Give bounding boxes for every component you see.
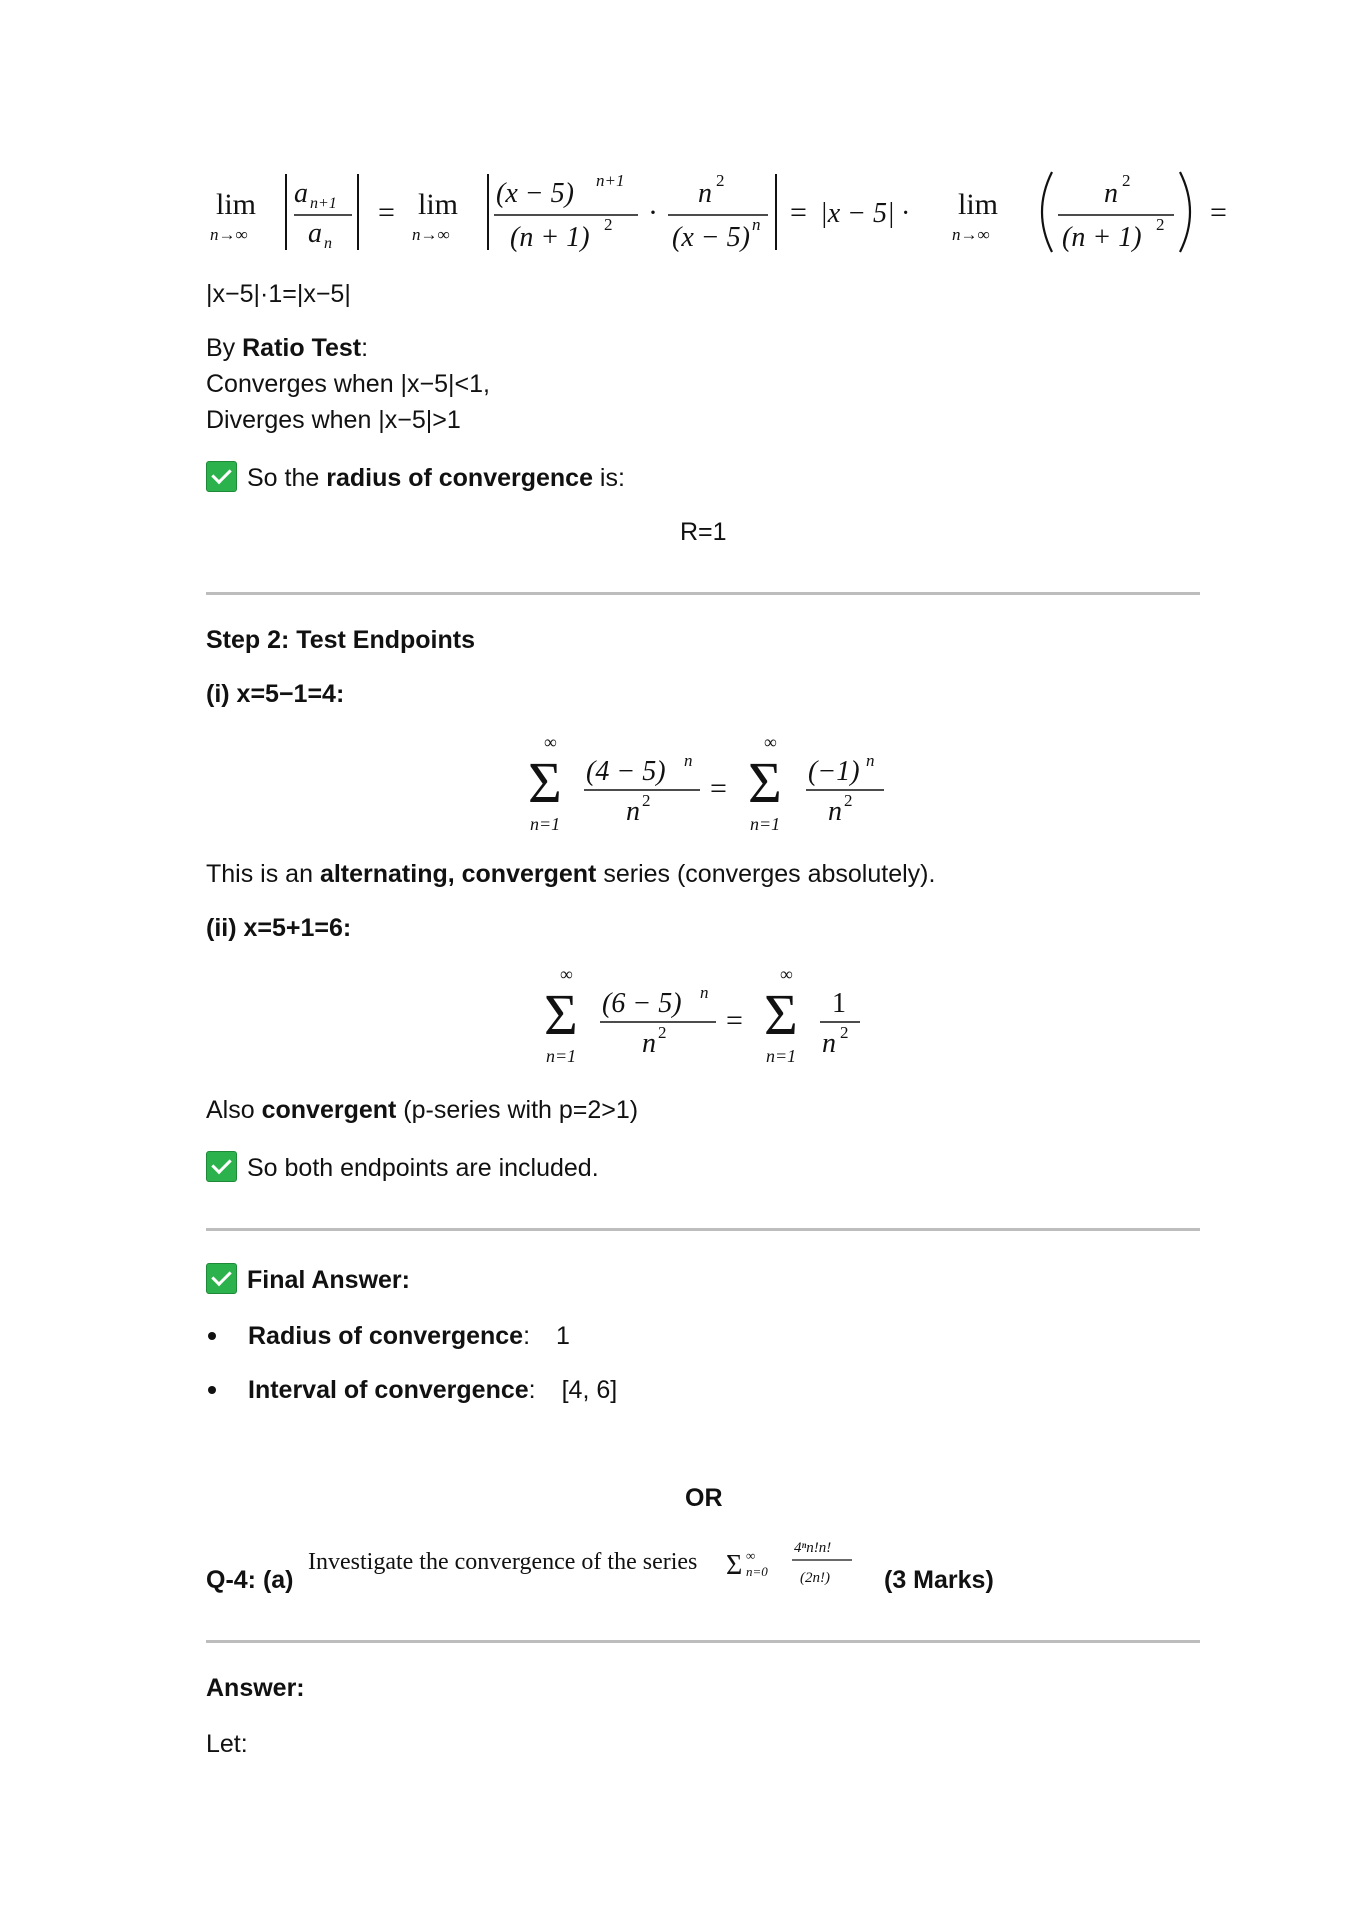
ratio-limit-equation (206, 162, 1246, 262)
svg-text:(−1): (−1) (808, 756, 860, 787)
endpoint-sum-2 (536, 962, 876, 1070)
question-marks: (3 Marks) (884, 1566, 994, 1594)
svg-text:n: n (642, 1028, 656, 1059)
svg-text:Σ: Σ (748, 750, 782, 815)
svg-text:∞: ∞ (560, 964, 573, 984)
svg-text:=: = (378, 196, 395, 229)
svg-text:n: n (626, 796, 640, 827)
converges-condition: Converges when |x−5|<1, (206, 370, 490, 398)
answer-label: Answer: (206, 1674, 305, 1702)
svg-text:n: n (698, 178, 712, 209)
or-separator: OR (685, 1484, 723, 1512)
svg-text:=: = (726, 1004, 743, 1037)
svg-text:lim: lim (958, 188, 999, 221)
svg-text:2: 2 (844, 791, 853, 810)
check-mark-icon (206, 461, 237, 492)
limit-result: |x−5|·1=|x−5| (206, 280, 351, 308)
svg-text:∞: ∞ (780, 964, 793, 984)
svg-text:lim: lim (418, 188, 459, 221)
final-interval: Interval of convergence: [4, 6] (248, 1376, 618, 1404)
svg-text:=: = (1210, 196, 1227, 229)
svg-text:Σ: Σ (764, 982, 798, 1047)
check-mark-icon (206, 1263, 237, 1294)
svg-text:=: = (790, 196, 807, 229)
svg-text:2: 2 (840, 1023, 849, 1042)
svg-text:n=1: n=1 (766, 1046, 797, 1066)
endpoint-sum-1 (520, 730, 900, 838)
step2-title: Step 2: Test Endpoints (206, 626, 475, 654)
case1-conclusion: This is an alternating, convergent series (converges absolutely). (206, 860, 936, 888)
svg-text:2: 2 (716, 171, 725, 190)
svg-text:n+1: n+1 (596, 171, 625, 190)
svg-text:2: 2 (642, 791, 651, 810)
svg-text:n: n (752, 215, 761, 234)
svg-text:=: = (710, 772, 727, 805)
svg-text:(2n!): (2n!) (800, 1570, 830, 1586)
svg-text:n: n (684, 751, 693, 770)
svg-text:(x − 5): (x − 5) (496, 178, 574, 209)
diverges-condition: Diverges when |x−5|>1 (206, 406, 461, 434)
svg-text:n: n (828, 796, 842, 827)
question-statement (306, 1530, 866, 1594)
svg-text:Σ: Σ (544, 982, 578, 1047)
ratio-test-heading: By Ratio Test: (206, 334, 369, 362)
svg-text:4ⁿn!n!: 4ⁿn!n! (794, 1540, 832, 1556)
svg-text:n=1: n=1 (750, 814, 781, 834)
radius-value: R=1 (680, 518, 727, 546)
svg-text:∞: ∞ (746, 1548, 756, 1563)
svg-text:(6 − 5): (6 − 5) (602, 988, 682, 1019)
divider-3 (206, 1640, 1200, 1643)
svg-text:2: 2 (658, 1023, 667, 1042)
svg-text:∞: ∞ (544, 732, 557, 752)
final-answer-title: Final Answer: (206, 1262, 410, 1298)
svg-text:a: a (294, 178, 308, 209)
svg-text:n+1: n+1 (310, 195, 337, 212)
svg-text:2: 2 (1156, 215, 1165, 234)
svg-text:1: 1 (832, 988, 846, 1019)
svg-text:(n + 1): (n + 1) (510, 222, 590, 253)
svg-text:n=1: n=1 (546, 1046, 577, 1066)
bullet-dot-icon (208, 1386, 216, 1394)
svg-text:n→∞: n→∞ (412, 225, 450, 244)
svg-text:n→∞: n→∞ (952, 225, 990, 244)
case2-label: (ii) x=5+1=6: (206, 914, 352, 942)
case1-label: (i) x=5−1=4: (206, 680, 345, 708)
svg-text:2: 2 (604, 215, 613, 234)
svg-text:|x − 5| ·: |x − 5| · (820, 198, 909, 229)
svg-text:Investigate the convergence of: Investigate the convergence of the series (308, 1549, 698, 1575)
endpoints-statement: So both endpoints are included. (206, 1150, 599, 1186)
radius-statement: So the radius of convergence is: (206, 460, 625, 496)
svg-text:·: · (648, 196, 658, 229)
divider-2 (206, 1228, 1200, 1231)
svg-text:Σ: Σ (528, 750, 562, 815)
svg-text:n: n (700, 983, 709, 1002)
svg-text:n: n (866, 751, 875, 770)
svg-text:(x − 5): (x − 5) (672, 222, 750, 253)
svg-text:Σ: Σ (726, 1550, 743, 1581)
svg-text:(4 − 5): (4 − 5) (586, 756, 666, 787)
bullet-dot-icon (208, 1332, 216, 1340)
case2-conclusion: Also convergent (p-series with p=2>1) (206, 1096, 639, 1124)
lim-1-sub: n→∞ (210, 225, 248, 244)
let-text: Let: (206, 1730, 248, 1758)
svg-text:n: n (1104, 178, 1118, 209)
svg-text:a: a (308, 218, 322, 249)
question-label: Q-4: (a) (206, 1566, 294, 1594)
final-radius: Radius of convergence: 1 (248, 1322, 570, 1350)
svg-text:n=0: n=0 (746, 1564, 768, 1579)
svg-text:(n + 1): (n + 1) (1062, 222, 1142, 253)
svg-text:n: n (324, 235, 332, 252)
svg-text:2: 2 (1122, 171, 1131, 190)
lim-1: lim (216, 188, 257, 221)
svg-text:n=1: n=1 (530, 814, 561, 834)
svg-text:n: n (822, 1028, 836, 1059)
svg-text:∞: ∞ (764, 732, 777, 752)
check-mark-icon (206, 1151, 237, 1182)
divider-1 (206, 592, 1200, 595)
